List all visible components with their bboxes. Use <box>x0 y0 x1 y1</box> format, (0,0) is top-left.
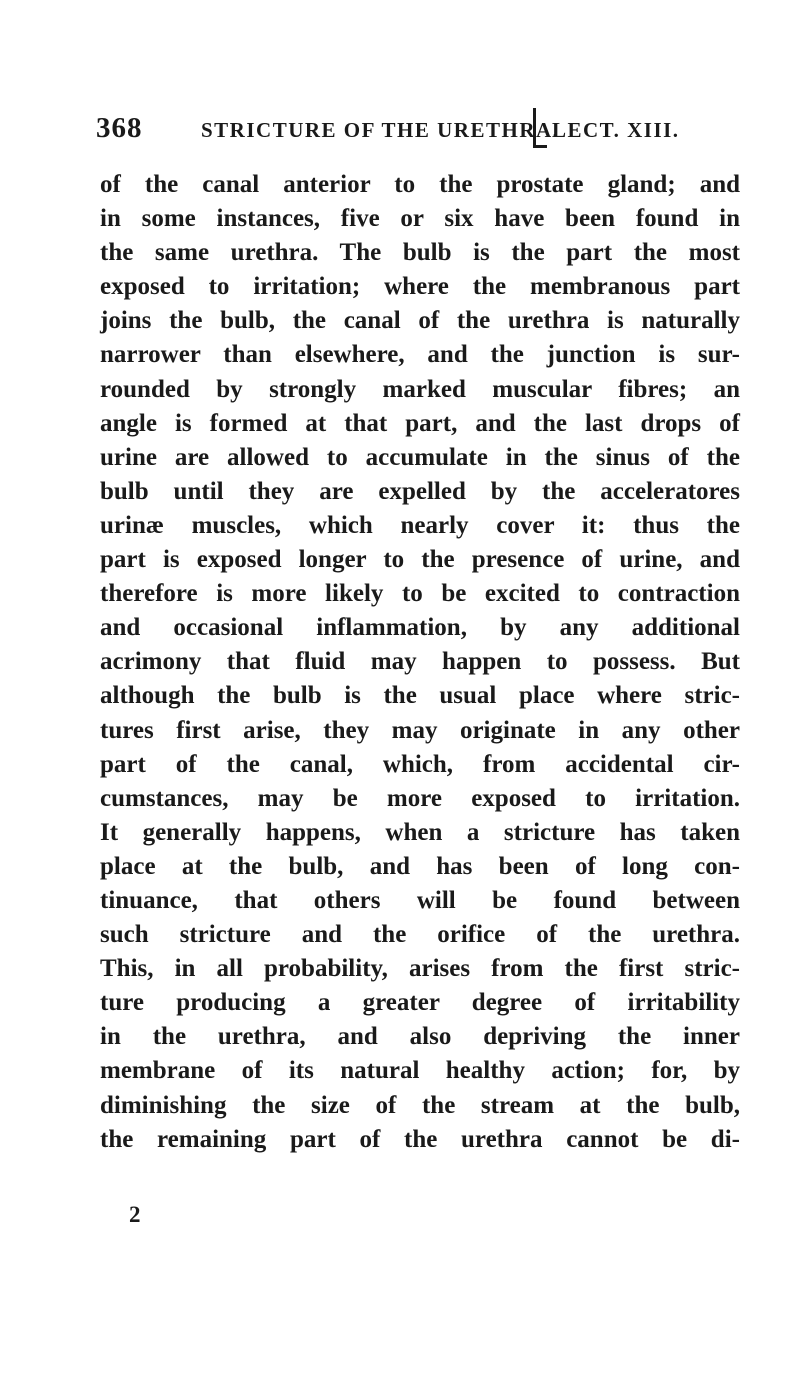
bracket-mark <box>533 108 547 148</box>
page-number: 368 <box>96 112 143 144</box>
text-line: part is exposed longer to the presence of urine, and <box>100 546 740 574</box>
text-line: and occasional inflammation, by any additional <box>100 614 740 642</box>
text-line: therefore is more likely to be excited to contraction <box>100 580 740 608</box>
text-line: rounded by strongly marked muscular fibres; an <box>100 375 740 403</box>
text-line: angle is formed at that part, and the last drops of <box>100 409 740 437</box>
body-text <box>100 168 740 1157</box>
text-line: the remaining part of the urethra cannot be di- <box>100 1125 740 1153</box>
text-line: urinæ muscles, which nearly cover it: thus the <box>100 511 740 539</box>
text-line: such stricture and the orifice of the urethra. <box>100 921 740 949</box>
text-line: exposed to irritation; where the membranous part <box>100 273 740 301</box>
text-line: narrower than elsewhere, and the junction is sur- <box>100 341 740 369</box>
text-line: diminishing the size of the stream at the bulb, <box>100 1091 740 1119</box>
text-line: place at the bulb, and has been of long con- <box>100 852 740 880</box>
running-title: STRICTURE OF THE URETHRA. <box>201 118 560 142</box>
text-line: in the urethra, and also depriving the inner <box>100 1023 740 1051</box>
page-header <box>96 112 736 156</box>
text-line: tures first arise, they may originate in any other <box>100 716 740 744</box>
text-line: urine are allowed to accumulate in the sinus of the <box>100 443 740 471</box>
text-line: in some instances, five or six have been found in <box>100 205 740 233</box>
text-line: ture producing a greater degree of irritability <box>100 989 740 1017</box>
text-line: membrane of its natural healthy action; for, by <box>100 1057 740 1085</box>
text-line: the same urethra. The bulb is the part the most <box>100 239 740 267</box>
text-line: This, in all probability, arises from the first stric- <box>100 955 740 983</box>
text-line: It generally happens, when a stricture has taken <box>100 818 740 846</box>
lecture-reference: LECT. XIII. <box>552 118 680 142</box>
text-line: of the canal anterior to the prostate gland; and <box>100 171 740 198</box>
signature-mark: 2 <box>129 1202 141 1227</box>
text-line: acrimony that fluid may happen to possess. But <box>100 648 740 676</box>
text-line: part of the canal, which, from accidental cir- <box>100 750 740 778</box>
text-line: cumstances, may be more exposed to irritation. <box>100 784 740 812</box>
text-line: although the bulb is the usual place where stric- <box>100 682 740 710</box>
text-line: tinuance, that others will be found between <box>100 886 740 914</box>
text-line: bulb until they are expelled by the acceleratores <box>100 477 740 505</box>
text-line: joins the bulb, the canal of the urethra is naturally <box>100 307 740 335</box>
